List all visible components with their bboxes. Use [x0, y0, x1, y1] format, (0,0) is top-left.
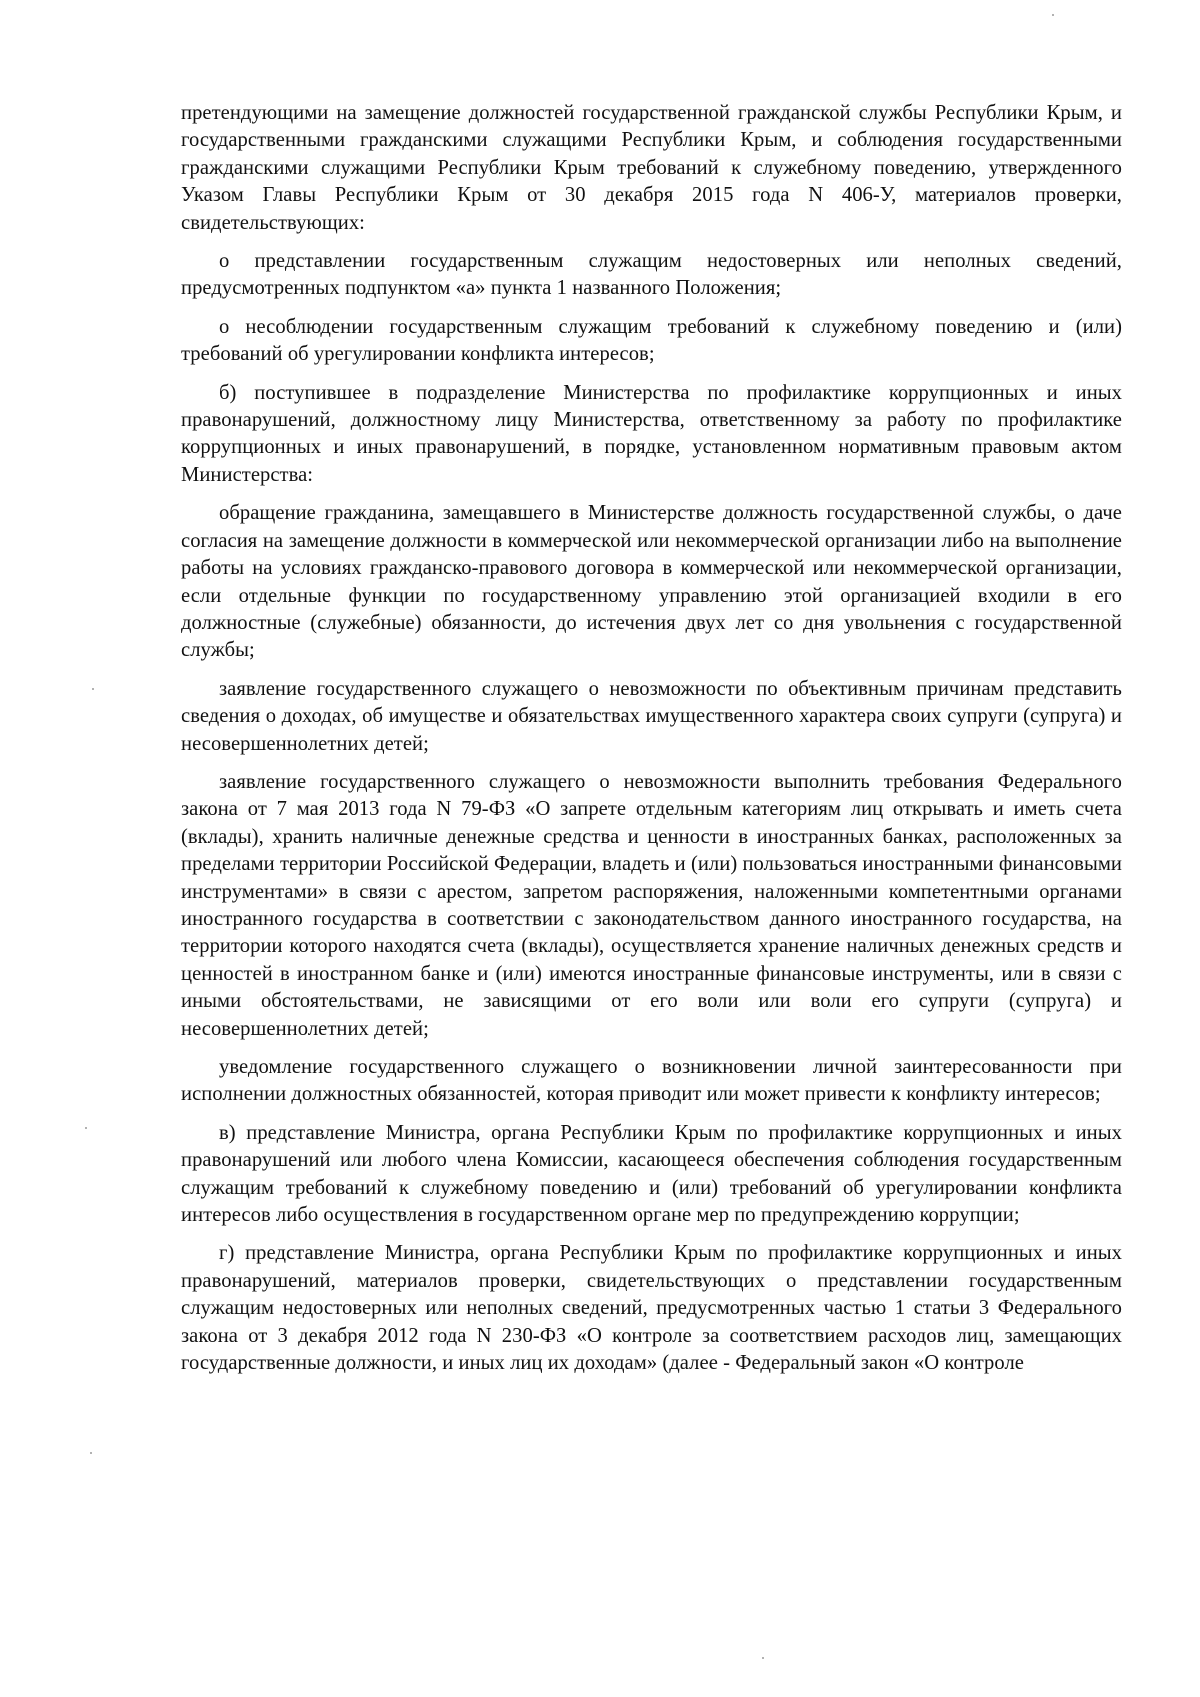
scan-speck — [1052, 14, 1054, 16]
paragraph-item-b: б) поступившее в подразделение Министерства по профилактике коррупционных и иных правонарушений, должностному лицу Министерства, ответственному за работу по профилактике коррупционных и иных правонарушений, в порядке, установленном нормативным правовым актом Министерства: — [181, 381, 1122, 486]
paragraph-false-information: о представлении государственным служащим недостоверных или неполных сведений, предусмотренных подпунктом «а» пункта 1 названного Положения; — [181, 250, 1122, 300]
scan-speck — [92, 688, 94, 690]
paragraph-income-statement: заявление государственного служащего о невозможности по объективным причинам представить сведения о доходах, об имуществе и обязательствах имущественного характера своих супруги (супруга) и несовершеннолетних детей; — [181, 677, 1122, 755]
scan-speck — [762, 1657, 764, 1659]
scan-speck — [85, 1127, 87, 1129]
paragraph-citizen-appeal: обращение гражданина, замещавшего в Министерстве должность государственной службы, о даче согласия на замещение должности в коммерческой или некоммерческой организации либо на выполнение работы на условиях гражданско-правового договора в коммерческой или некоммерческой организации, если отдельные функции по государственному управлению этой организацией входили в его должностные (служебные) обязанности, до истечения двух лет со дня увольнения с государственной службы; — [181, 502, 1122, 662]
paragraph-noncompliance: о несоблюдении государственным служащим требований к служебному поведению и (или) требований об урегулировании конфликта интересов; — [181, 315, 1122, 366]
paragraph-foreign-accounts: заявление государственного служащего о невозможности выполнить требования Федерального закона от 7 мая 2013 года N 79-ФЗ «О запрете отдельным категориям лиц открывать и иметь счета (вклады), хранить наличные денежные средства и ценности в иностранных банках, расположенных за пределами территории Российской Федерации, владеть и (или) пользоваться иностранными финансовыми инструментами» в связи с арестом, запретом распоряжения, наложенными компетентными органами иностранного государства в соответствии с законодательством данного иностранного государства, на территории которого находятся счета (вклады), осуществляется хранение наличных денежных средств и ценностей в иностранном банке и (или) имеются иностранные финансовые инструменты, или в связи с иными обстоятельствами, не зависящими от его воли или воли его супруги (супруга) и несовершеннолетних детей; — [181, 770, 1122, 1040]
paragraph-item-v: в) представление Министра, органа Республики Крым по профилактике коррупционных и иных правонарушений или любого члена Комиссии, касающееся обеспечения соблюдения государственным служащим требований к служебному поведению и (или) требований об урегулировании конфликта интересов либо осуществления в государственном органе мер по предупреждению коррупции; — [181, 1121, 1122, 1227]
paragraph-item-g: г) представление Министра, органа Республики Крым по профилактике коррупционных и иных правонарушений, материалов проверки, свидетельствующих о представлении государственным служащим недостоверных или неполных сведений, предусмотренных частью 1 статьи 3 Федерального закона от 3 декабря 2012 года N 230-ФЗ «О контроле за соответствием расходов лиц, замещающих государственные должности, и иных лиц их доходам» (далее - Федеральный закон «О контроле — [181, 1242, 1122, 1375]
paragraph-conflict-notice: уведомление государственного служащего о возникновении личной заинтересованности при исполнении должностных обязанностей, которая приводит или может привести к конфликту интересов; — [181, 1056, 1122, 1106]
document-body — [181, 100, 1122, 1388]
scan-speck — [90, 1452, 92, 1454]
paragraph-continuation: претендующими на замещение должностей государственной гражданской службы Республики Крым, и государственными гражданскими служащими Республики Крым, и соблюдения государственными гражданскими служащими Республики Крым требований к служебному поведению, утвержденного Указом Главы Республики Крым от 30 декабря 2015 года N 406-У, материалов проверки, свидетельствующих: — [181, 102, 1122, 234]
